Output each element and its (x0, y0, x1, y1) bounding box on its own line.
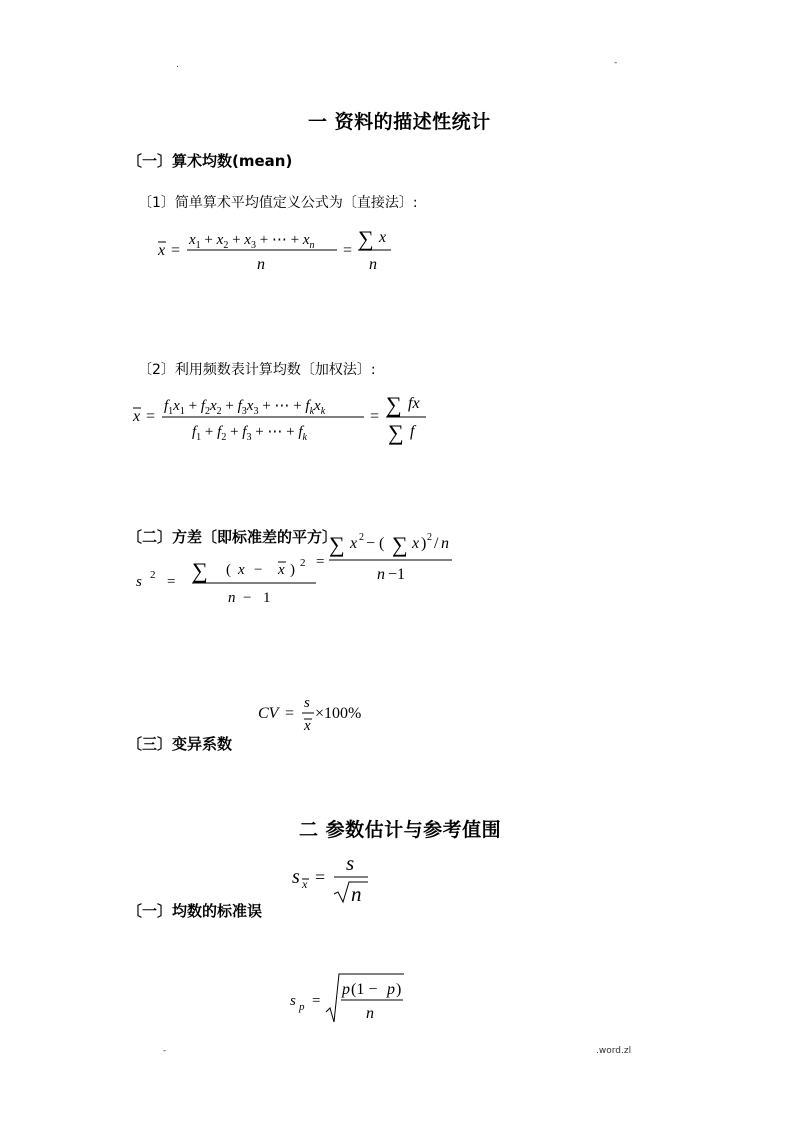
svg-text:x: x (133, 408, 141, 425)
svg-text:n: n (257, 256, 265, 273)
svg-text:f1x1 + f2x2 + f3x3 + ⋯ + fkxk: $f_1x_1 + f_2x_2 + f_3x_3$ + ⋯ + $f_kx_k$ (164, 398, 326, 417)
svg-text:−: − (254, 562, 263, 578)
svg-text:s: s (290, 993, 296, 1009)
section-title-2: 二 参数估计与参考值围 (299, 819, 502, 841)
section-title-1: 一 资料的描述性统计 (308, 111, 491, 133)
formula-cv (255, 690, 385, 736)
svg-text:p: p (299, 1001, 305, 1013)
svg-text:n: n (369, 256, 377, 273)
svg-text:p: p (387, 981, 395, 998)
subsection-heading-variance: 〔二〕方差〔即标准差的平方〕 (127, 528, 338, 546)
svg-text:∑: ∑ (192, 558, 208, 583)
svg-text:s: s (346, 851, 355, 875)
formula-simple-mean (155, 222, 405, 278)
svg-text:x: x (278, 562, 285, 578)
svg-text:∑: ∑ (392, 532, 408, 557)
svg-text:2: 2 (359, 532, 364, 543)
svg-text:p: p (342, 981, 350, 998)
subsection-heading-standard-error: 〔一〕均数的标准误 (127, 902, 263, 920)
svg-text:f1 + f2 + f3 + ⋯ + fk: $f_1 + f_2 + f_3$ + ⋯ + $f_k$ (192, 424, 307, 443)
svg-text:2: 2 (300, 557, 306, 569)
svg-text:x: x (350, 535, 358, 552)
svg-text:n: n (228, 590, 236, 606)
svg-text:−: − (243, 590, 252, 606)
svg-text:x: x (238, 562, 245, 578)
svg-text:=: = (312, 993, 321, 1009)
footer-right-text: .word.zl (596, 1046, 632, 1056)
svg-text:=: = (285, 705, 295, 722)
svg-text:×100%: ×100% (315, 705, 362, 722)
svg-text:f: f (410, 423, 415, 440)
svg-text:=: = (370, 408, 380, 425)
svg-text:n: n (377, 566, 385, 583)
svg-text:s: s (136, 574, 142, 590)
svg-text:∑: ∑ (329, 532, 345, 557)
svg-text:2: 2 (150, 569, 156, 581)
svg-text:s: s (304, 695, 310, 711)
svg-text:=: = (171, 242, 181, 259)
svg-text:): ) (396, 981, 402, 998)
header-right-mark: - (614, 58, 618, 68)
header-left-mark: . (176, 60, 179, 70)
subsection-heading-mean: 〔一〕算术均数(mean) (127, 152, 293, 170)
footer-left-mark: - (163, 1046, 167, 1056)
svg-text:=: = (343, 242, 353, 259)
svg-text:(: ( (226, 562, 231, 578)
subsection-heading-cv: 〔三〕变异系数 (127, 735, 233, 753)
svg-text:/: / (434, 535, 439, 552)
formula-weighted-mean (130, 388, 440, 446)
svg-text:(1 −: (1 − (351, 981, 378, 998)
formula-variance (130, 528, 460, 608)
svg-text:2: 2 (427, 532, 432, 543)
svg-text:): ) (421, 535, 427, 552)
formula-standard-error (288, 850, 378, 910)
svg-text:n: n (366, 1005, 374, 1022)
svg-text:=: = (167, 574, 176, 590)
svg-text:x: x (158, 242, 166, 259)
svg-text:fx: fx (408, 395, 420, 412)
item-direct-method: 〔1〕简单算术平均值定义公式为〔直接法〕: (138, 195, 418, 211)
svg-text:x1 + x2 + x3 + ⋯ + xn: $x_1 + x_2 + x_3$ + ⋯ + $x_n$ (189, 232, 315, 251)
svg-text:n: n (351, 882, 362, 906)
svg-text:n: n (441, 535, 449, 552)
svg-text:x: x (302, 877, 308, 891)
svg-text:=: = (316, 554, 325, 570)
svg-text:x: x (379, 229, 387, 246)
svg-text:): ) (290, 562, 295, 578)
svg-text:∑: ∑ (358, 226, 374, 251)
svg-text:s: s (292, 866, 300, 888)
svg-text:=: = (146, 408, 156, 425)
item-weighted-method: 〔2〕利用频数表计算均数〔加权法〕: (138, 362, 376, 378)
svg-text:x: x (412, 535, 420, 552)
svg-text:− (: − ( (366, 535, 385, 552)
svg-text:1: 1 (263, 590, 271, 606)
formula-proportion-se (286, 968, 416, 1028)
svg-text:∑: ∑ (388, 420, 404, 445)
svg-text:=: = (315, 867, 326, 887)
svg-text:CV: CV (258, 705, 279, 722)
svg-text:−1: −1 (388, 566, 406, 583)
svg-text:∑: ∑ (386, 392, 402, 417)
svg-text:x: x (304, 718, 311, 734)
